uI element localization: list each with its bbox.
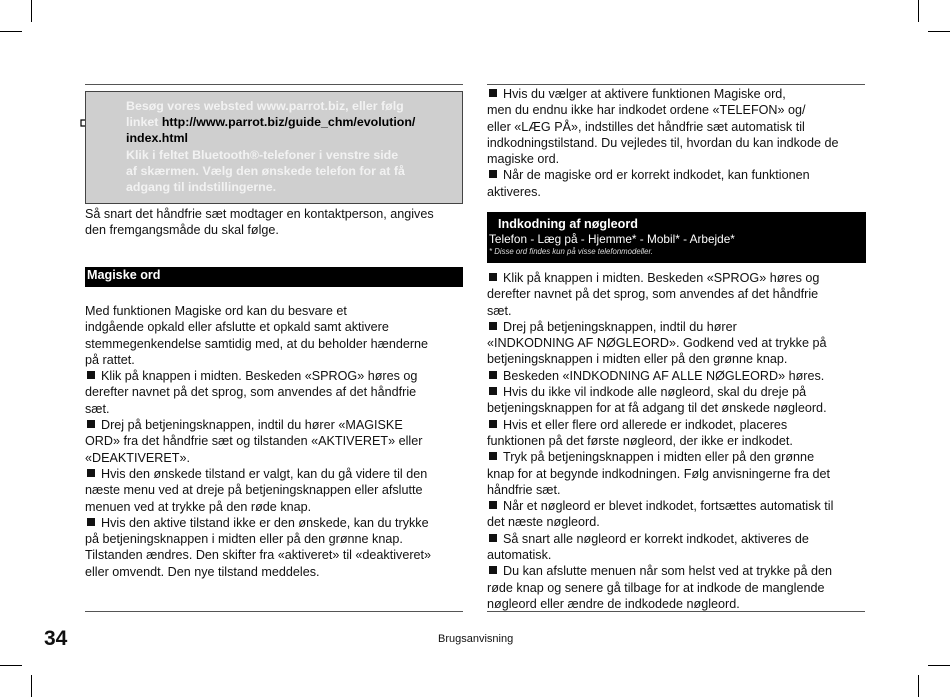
text-line [85, 482, 465, 498]
text-line: den fremgangsmåde du skal følge. [85, 223, 279, 238]
text-line [85, 384, 465, 400]
guide-link[interactable]: http://www.parrot.biz/guide_chm/evolution/ [161, 115, 416, 130]
bullet-square-icon [489, 420, 497, 428]
text-line [85, 401, 465, 417]
crop-mark-top-left-h [0, 31, 22, 32]
bullet-square-icon [87, 420, 95, 428]
crop-mark-bottom-right [918, 675, 919, 697]
text-line [487, 303, 872, 319]
line-text: eller omvendt. Den nye tilstand meddeles. [85, 564, 320, 579]
line-text: nøgleord eller ændre de indkodede nøgleord. [487, 596, 740, 611]
text-line [487, 466, 872, 482]
bullet-square-icon [489, 387, 497, 395]
line-text: betjeningsknappen for at få adgang til det ønskede nøgleord. [487, 401, 827, 416]
text-line [85, 564, 465, 580]
line-text: Du kan afslutte menuen når som helst ved at trykke på den [503, 564, 833, 579]
line-text: men du endnu ikke har indkodet ordene «TELEFON» og/ [487, 103, 806, 118]
right-top-rule [487, 84, 865, 85]
section-footnote: * Disse ord findes kun på visse telefonmodeller. [489, 247, 653, 256]
text-line [487, 335, 872, 351]
line-text: sæt. [487, 303, 512, 318]
line-text: funktionen på det første nøgleord, der ikke er indkodet. [487, 433, 793, 448]
text-line [85, 303, 465, 319]
line-text: røde knap og senere gå tilbage for at indkode de manglende [487, 580, 825, 595]
text-line [487, 119, 872, 135]
bullet-square-icon [87, 518, 95, 526]
info-line: Klik i feltet Bluetooth®-telefoner i venstre side [126, 147, 399, 162]
line-text: indgående opkald eller afslutte et opkald samt aktivere [85, 320, 389, 335]
crop-mark-top-left [31, 0, 32, 22]
bullet-line [487, 449, 872, 465]
line-text: «INDKODNING AF NØGLEORD». Godkend ved at trykke på [487, 336, 827, 351]
text-line [487, 482, 872, 498]
text-line [487, 400, 872, 416]
line-text: knap for at begynde indkodningen. Følg anvisningerne fra det [487, 466, 831, 481]
line-text: aktiveres. [487, 184, 541, 199]
bullet-line [487, 417, 872, 433]
text-line: Så snart det håndfrie sæt modtager en kontaktperson, angives [85, 207, 434, 221]
bullet-line [487, 319, 872, 335]
bullet-square-icon [87, 469, 95, 477]
page-number: 34 [44, 627, 68, 650]
right-body-text [487, 270, 872, 612]
bullet-line [85, 466, 465, 482]
bullet-line [487, 384, 872, 400]
line-text: Hvis du vælger at aktivere funktionen Magiske ord, [503, 87, 786, 101]
text-line [85, 352, 465, 368]
menu-path: Telefon - Læg på - Hjemme* - Mobil* - Arbejde* [489, 232, 735, 246]
line-text: eller «LÆG PÅ», indstilles det håndfrie sæt automatisk til [487, 119, 805, 134]
text-line [487, 184, 872, 200]
text-line [487, 151, 872, 167]
bullet-square-icon [489, 566, 497, 574]
line-text: Når et nøgleord er blevet indkodet, fortsættes automatisk til [503, 499, 834, 514]
text-line [487, 514, 872, 530]
guide-link-end[interactable]: index.html [126, 131, 188, 146]
crop-mark-bottom-left [31, 675, 32, 697]
line-text: derefter navnet på det sprog, som anvendes af det håndfrie [85, 385, 417, 400]
website-info-box [85, 91, 463, 204]
line-text: magiske ord. [487, 152, 560, 167]
line-text: Når de magiske ord er korrekt indkodet, kan funktionen [503, 168, 810, 183]
line-text: derefter navnet på det sprog, som anvendes af det håndfrie [487, 287, 819, 302]
info-line: af skærmen. Vælg den ønskede telefon for at få [126, 163, 405, 178]
line-text: betjeningsknappen i midten eller på den grønne knap. [487, 352, 788, 367]
bullet-line [487, 563, 872, 579]
line-text: det næste nøgleord. [487, 515, 600, 530]
crop-mark-top-right [918, 0, 919, 22]
info-line: Besøg vores websted www.parrot.biz, eller følg [126, 99, 404, 113]
line-text: automatisk. [487, 548, 552, 563]
bullet-line [487, 270, 872, 286]
line-text: Hvis den aktive tilstand ikke er den ønskede, kan du trykke [101, 515, 429, 530]
text-line [487, 351, 872, 367]
section-heading-label: Magiske ord [87, 268, 161, 282]
bullet-line [487, 498, 872, 514]
text-line [85, 319, 465, 335]
line-text: Så snart alle nøgleord er korrekt indkodet, aktiveres de [503, 531, 809, 546]
info-line: adgang til indstillingerne. [126, 180, 277, 195]
line-text: stemmegenkendelse samtidig med, at du beholder hænderne [85, 336, 429, 351]
line-text: Tilstanden ændres. Den skifter fra «aktiveret» til «deaktiveret» [85, 548, 432, 563]
line-text: Tryk på betjeningsknappen i midten eller på den grønne [503, 450, 815, 465]
bullet-line [487, 368, 872, 384]
crop-mark-bottom-left-h [0, 665, 22, 666]
left-body-text [85, 303, 465, 580]
text-line [85, 336, 465, 352]
left-top-rule [85, 84, 463, 85]
section-heading-magiske-ord [85, 267, 463, 287]
crop-mark-top-right-h [928, 31, 950, 32]
bullet-line [487, 531, 872, 547]
line-text: Hvis du ikke vil indkode alle nøgleord, skal du dreje på [503, 385, 807, 400]
text-line [85, 433, 465, 449]
crop-mark-bottom-right-h [928, 665, 950, 666]
footer-label: Brugsanvisning [438, 633, 514, 645]
line-text: Beskeden «INDKODNING AF ALLE NØGLEORD» høres. [503, 368, 825, 383]
text-line [487, 433, 872, 449]
bullet-square-icon [489, 452, 497, 460]
line-text: Klik på knappen i midten. Beskeden «SPROG» høres og [503, 271, 820, 285]
section-heading-label: Indkodning af nøgleord [498, 217, 638, 231]
bullet-line [487, 86, 872, 102]
bullet-square-icon [87, 371, 95, 379]
line-text: «DEAKTIVERET». [85, 450, 190, 465]
line-text: Klik på knappen i midten. Beskeden «SPROG» høres og [101, 369, 418, 384]
bullet-square-icon [489, 534, 497, 542]
bullet-line [85, 417, 465, 433]
left-bottom-rule [85, 611, 463, 612]
text-line [487, 580, 872, 596]
bullet-square-icon [489, 170, 497, 178]
bullet-square-icon [489, 89, 497, 97]
bullet-square-icon [489, 501, 497, 509]
bullet-square-icon [489, 322, 497, 330]
line-text: håndfrie sæt. [487, 482, 561, 497]
bullet-line [85, 515, 465, 531]
text-line [85, 547, 465, 563]
bullet-square-icon [489, 273, 497, 281]
line-text: menuen ved at trykke på den røde knap. [85, 499, 312, 514]
line-text: næste menu ved at dreje på betjeningsknappen eller afslutte [85, 483, 423, 498]
text-line [487, 547, 872, 563]
text-line [487, 286, 872, 302]
text-line [487, 135, 872, 151]
text-line [487, 102, 872, 118]
text-line [85, 450, 465, 466]
line-text: Drej på betjeningsknappen, indtil du hører [503, 319, 737, 334]
bullet-line [85, 368, 465, 384]
line-text: Hvis den ønskede tilstand er valgt, kan du gå videre til den [101, 466, 428, 481]
bullet-line [487, 167, 872, 183]
line-text: på rattet. [85, 352, 135, 367]
bullet-square-icon [489, 371, 497, 379]
info-link-prefix: linket [126, 115, 162, 130]
line-text: Drej på betjeningsknappen, indtil du hører «MAGISKE [101, 418, 403, 433]
line-text: ORD» fra det håndfrie sæt og tilstanden «AKTIVERET» eller [85, 434, 423, 449]
line-text: Med funktionen Magiske ord kan du besvare et [85, 304, 347, 318]
line-text: på betjeningsknappen i midten eller på den grønne knap. [85, 532, 403, 547]
text-line [85, 499, 465, 515]
text-line [487, 596, 872, 612]
section-heading-indkodning [487, 212, 866, 263]
line-text: indkodningstilstand. Du vejledes til, hvordan du kan indkode de [487, 135, 839, 150]
line-text: Hvis et eller flere ord allerede er indkodet, placeres [503, 417, 788, 432]
right-top-text [487, 86, 872, 200]
text-line [85, 531, 465, 547]
left-intro-text [85, 206, 465, 239]
line-text: sæt. [85, 401, 110, 416]
